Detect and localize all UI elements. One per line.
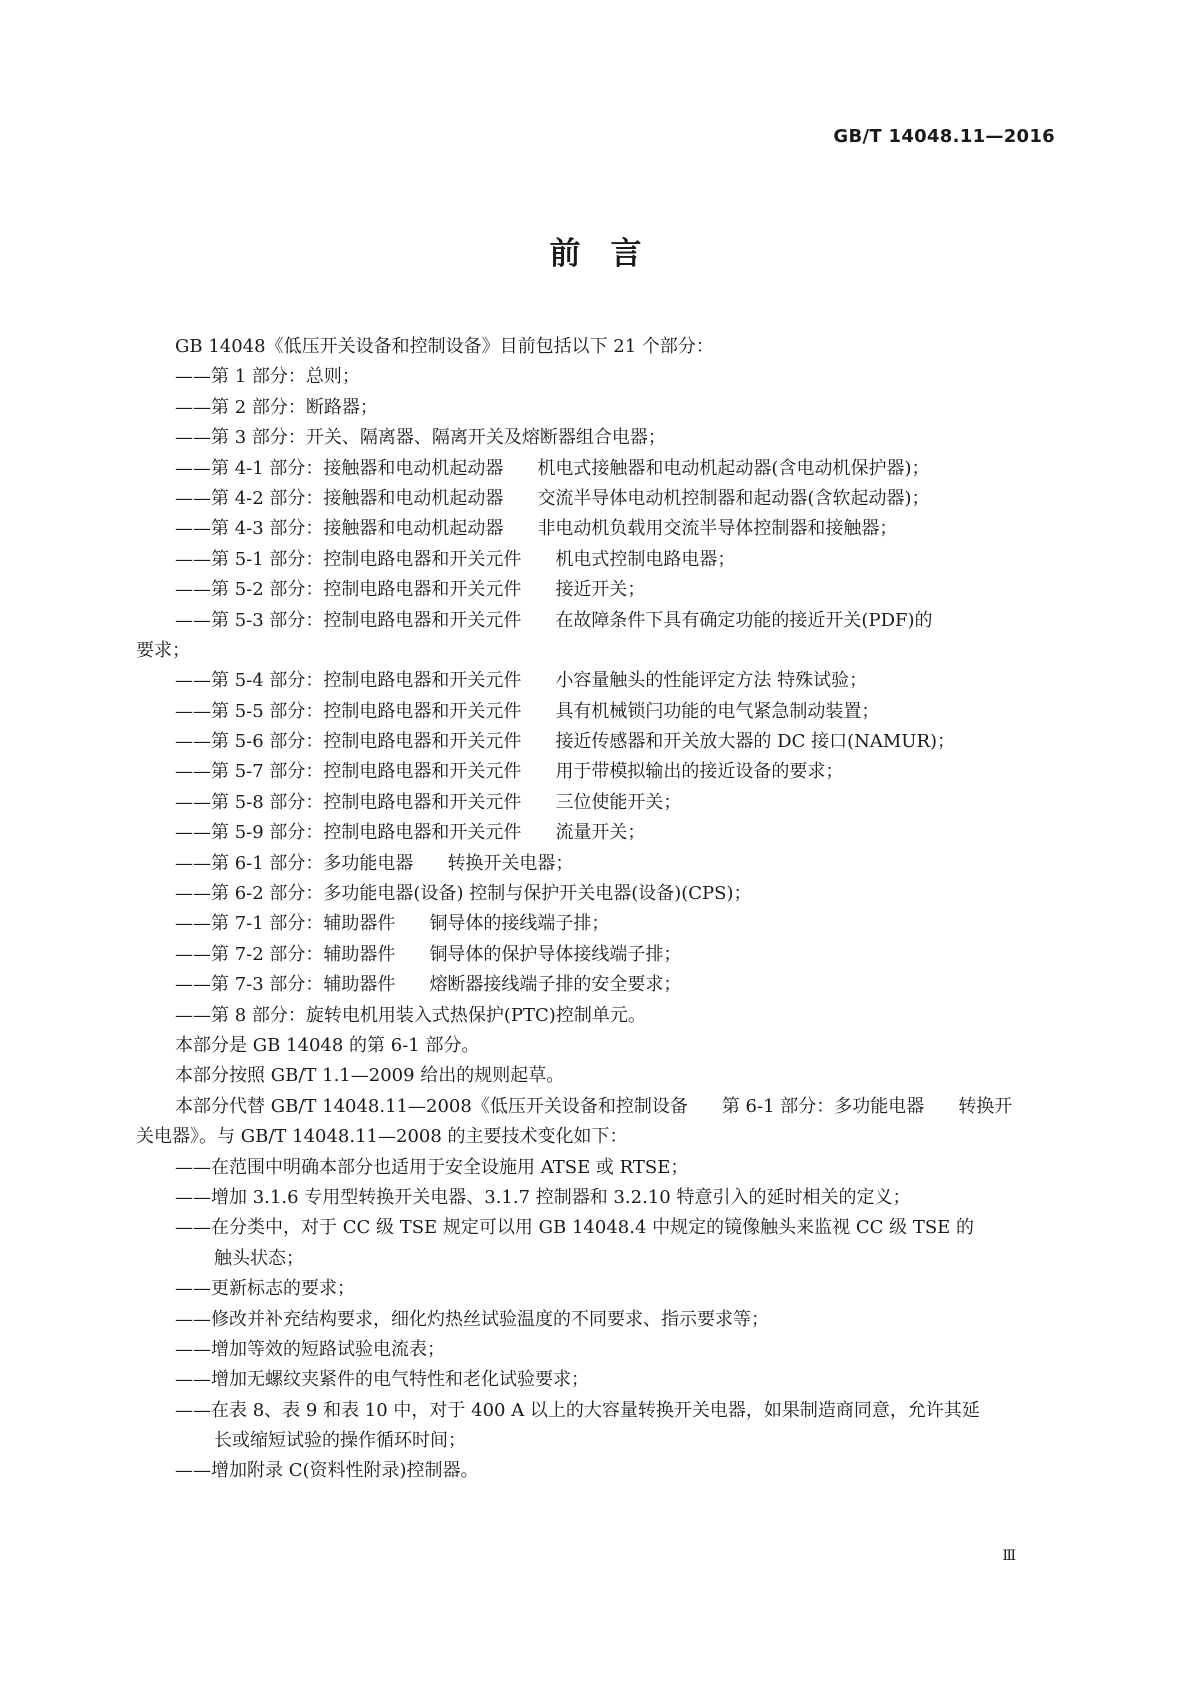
part-item [136,666,1056,696]
change-item-title: ——修改并补充结构要求，细化灼热丝试验温度的不同要求、指示要求等； [175,1308,769,1330]
part-item-title: ——第 5-9 部分：控制电路电器和开关元件 [175,822,522,844]
page-number: Ⅲ [1002,1548,1016,1564]
part-item-title: ——第 5-6 部分：控制电路电器和开关元件 [175,731,522,753]
change-item [136,1274,1056,1304]
paragraph [136,1092,1056,1122]
part-item-subtitle: 用于带模拟输出的接近设备的要求； [555,761,844,783]
part-item-title: ——第 5-2 部分：控制电路电器和开关元件 [175,579,522,601]
part-item-title: ——第 8 部分：旋转电机用装入式热保护(PTC)控制单元。 [175,1004,646,1026]
part-item-title: ——第 3 部分：开关、隔离器、隔离开关及熔断器组合电器； [175,427,666,449]
part-item [136,362,1056,392]
part-item-subtitle: 转换开关电器； [447,852,574,874]
part-item-title: ——第 6-1 部分：多功能电器 [175,852,414,874]
change-item-title: ——增加 3.1.6 专用型转换开关电器、3.1.7 控制器和 3.2.10 特意引入的延时相关的定义； [175,1186,911,1208]
part-item [136,727,1056,757]
part-item-title: ——第 5-7 部分：控制电路电器和开关元件 [175,761,522,783]
part-item-subtitle: 小容量触头的性能评定方法 特殊试验； [555,670,868,692]
part-item [136,818,1056,848]
part-item-title: ——第 5-4 部分：控制电路电器和开关元件 [175,670,522,692]
change-item-continuation: 触头状态； [214,1247,304,1269]
part-item [136,788,1056,818]
part-item-title: ——第 2 部分：断路器； [175,396,378,418]
change-item [136,1396,1056,1426]
part-item [136,1001,1056,1031]
change-item [136,1153,1056,1183]
part-item-title: ——第 4-3 部分：接触器和电动机起动器 [175,518,504,540]
parts-list [136,362,1056,1031]
part-item-subtitle: 三位使能开关； [555,791,682,813]
paragraph: 本部分按照 GB/T 1.1—2009 给出的规则起草。 [175,1065,565,1087]
paragraph-text: 第 6-1 部分：多功能电器 [721,1095,925,1117]
change-item-title: ——在表 8、表 9 和表 10 中，对于 400 A 以上的大容量转换开关电器，如果制造商同意，允许其延 [175,1399,980,1421]
part-item-subtitle: 铜导体的保护导体接线端子排； [429,943,682,965]
change-item-continuation: 长或缩短试验的操作循环时间； [214,1430,466,1452]
change-item-title: ——在范围中明确本部分也适用于安全设施用 ATSE 或 RTSE； [175,1156,689,1178]
part-item-subtitle: 非电动机负载用交流半导体控制器和接触器； [537,518,898,540]
part-item [136,514,1056,544]
part-item [136,393,1056,423]
part-item-continuation: 要求； [136,639,190,661]
document-body [136,332,1056,1487]
part-item-title: ——第 6-2 部分：多功能电器(设备) 控制与保护开关电器(设备)(CPS)； [175,883,752,905]
change-item [136,1183,1056,1213]
paragraph-continuation: 关电器》。与 GB/T 14048.11—2008 的主要技术变化如下： [136,1126,628,1148]
part-item [136,606,1056,636]
change-item-title: ——增加等效的短路试验电流表； [175,1338,445,1360]
part-item-subtitle: 流量开关； [555,822,646,844]
change-item-title: ——增加附录 C(资料性附录)控制器。 [175,1460,479,1482]
change-item [136,1335,1056,1365]
part-item-title: ——第 4-2 部分：接触器和电动机起动器 [175,487,504,509]
part-item [136,575,1056,605]
intro-paragraph: GB 14048《低压开关设备和控制设备》目前包括以下 21 个部分： [175,336,714,357]
part-item [136,879,1056,909]
part-item-subtitle: 在故障条件下具有确定功能的接近开关(PDF)的 [555,609,933,631]
changes-list [136,1153,1056,1487]
paragraph-text: 转换开 [958,1095,1013,1117]
paragraph: 本部分是 GB 14048 的第 6-1 部分。 [175,1034,480,1056]
part-item [136,484,1056,514]
part-item-title: ——第 7-1 部分：辅助器件 [175,913,396,935]
part-item-title: ——第 4-1 部分：接触器和电动机起动器 [175,457,504,479]
part-item-subtitle: 具有机械锁闩功能的电气紧急制动装置； [555,700,880,722]
part-item-subtitle: 接近开关； [555,579,646,601]
part-item-subtitle: 接近传感器和开关放大器的 DC 接口(NAMUR)； [555,731,956,753]
change-item [136,1456,1056,1486]
change-item-title: ——增加无螺纹夹紧件的电气特性和老化试验要求； [175,1369,589,1391]
standard-code: GB/T 14048.11—2016 [833,126,1055,147]
part-item-title: ——第 5-3 部分：控制电路电器和开关元件 [175,609,522,631]
part-item [136,454,1056,484]
part-item-subtitle: 铜导体的接线端子排； [429,913,610,935]
part-item [136,545,1056,575]
part-item-subtitle: 机电式接触器和电动机起动器(含电动机保护器)； [537,457,930,479]
part-item-subtitle: 机电式控制电路电器； [555,548,736,570]
part-item [136,970,1056,1000]
page-title: 前言 [549,236,672,272]
part-item-title: ——第 5-8 部分：控制电路电器和开关元件 [175,791,522,813]
change-item [136,1305,1056,1335]
part-item [136,697,1056,727]
part-item [136,940,1056,970]
part-item-title: ——第 7-2 部分：辅助器件 [175,943,396,965]
change-item [136,1365,1056,1395]
paragraph-text: 本部分代替 GB/T 14048.11—2008《低压开关设备和控制设备 [175,1095,688,1117]
part-item [136,757,1056,787]
part-item-title: ——第 1 部分：总则； [175,366,360,388]
part-item [136,423,1056,453]
part-item [136,909,1056,939]
change-item-title: ——在分类中，对于 CC 级 TSE 规定可以用 GB 14048.4 中规定的镜像触头来监视 CC 级 TSE 的 [175,1217,975,1239]
part-item-title: ——第 7-3 部分：辅助器件 [175,974,396,996]
change-item-title: ——更新标志的要求； [175,1278,355,1300]
change-item [136,1213,1056,1243]
part-item-title: ——第 5-1 部分：控制电路电器和开关元件 [175,548,522,570]
part-item-subtitle: 熔断器接线端子排的安全要求； [429,974,682,996]
part-item [136,849,1056,879]
part-item-subtitle: 交流半导体电动机控制器和起动器(含软起动器)； [537,487,930,509]
part-item-title: ——第 5-5 部分：控制电路电器和开关元件 [175,700,522,722]
